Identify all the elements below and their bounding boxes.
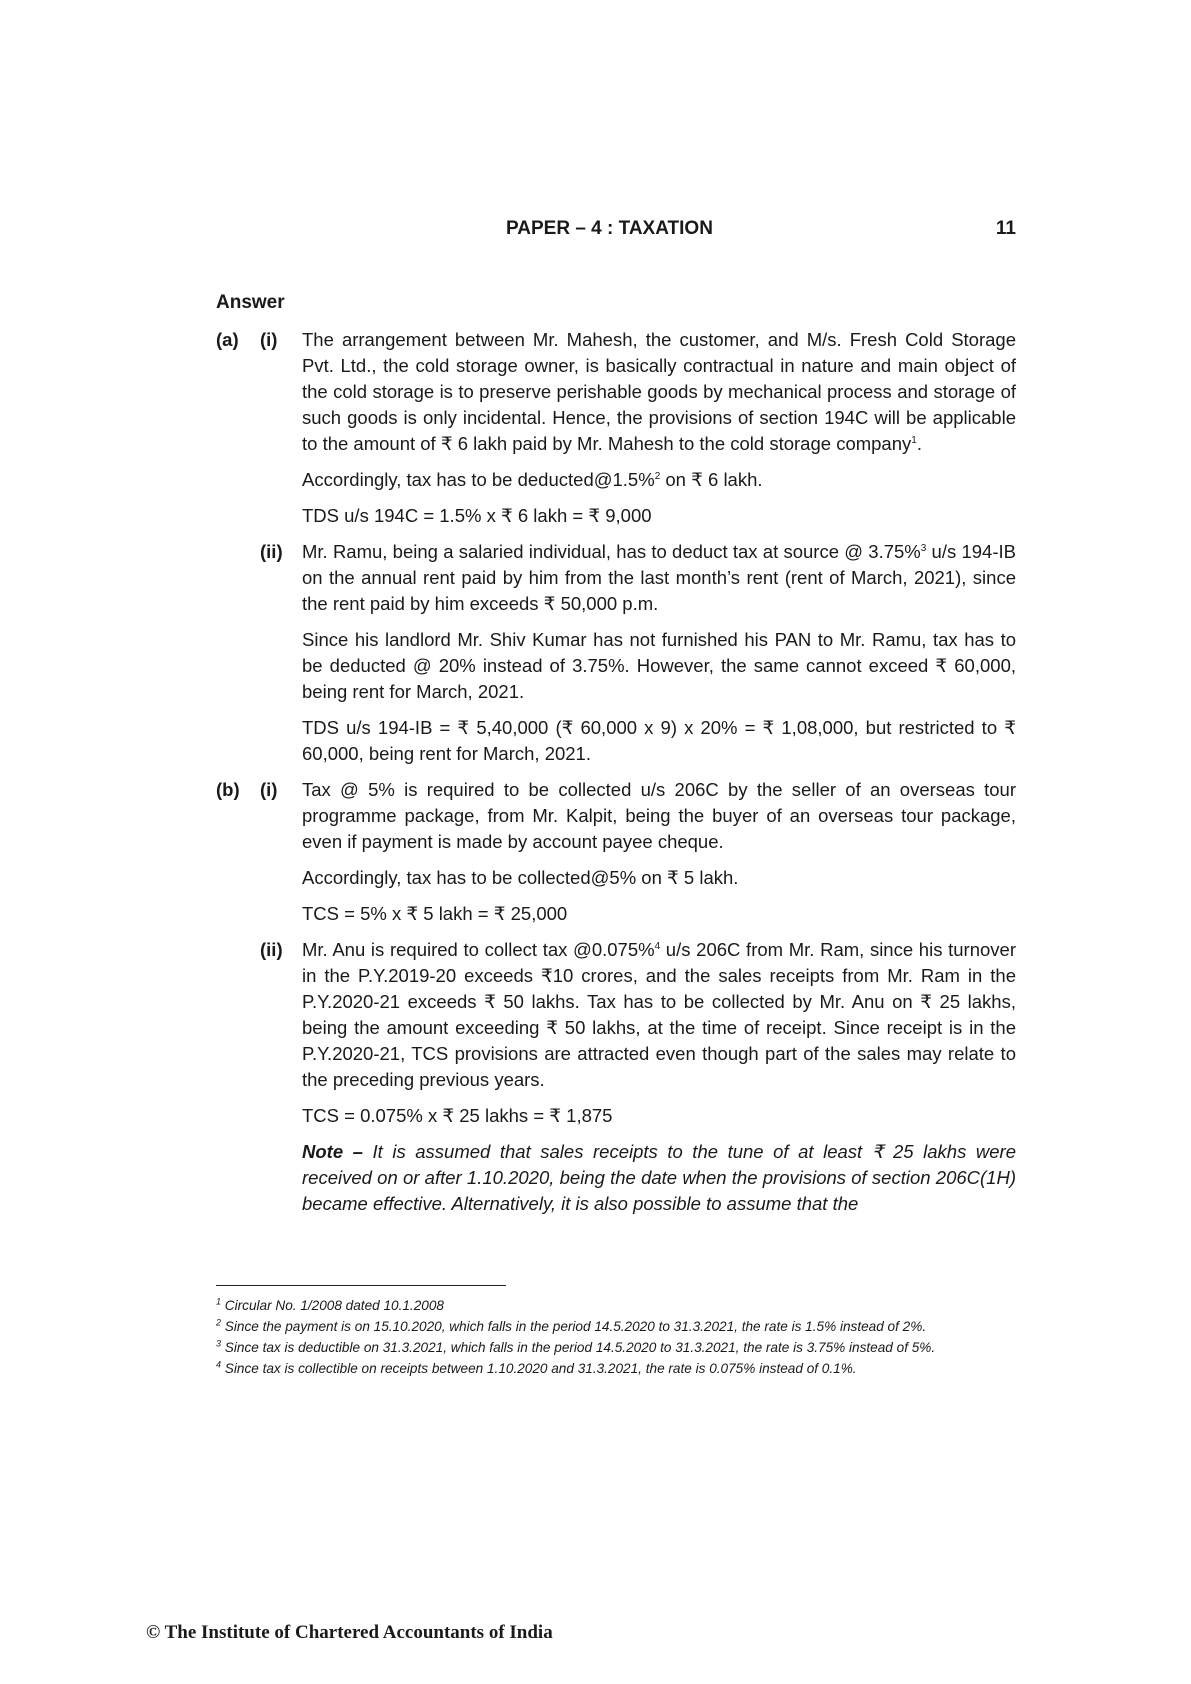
footnote-number: 4 (216, 1359, 222, 1370)
text: Mr. Anu is required to collect tax @0.075% (302, 939, 655, 960)
footnote-number: 2 (216, 1317, 222, 1328)
label-ii: (ii) (260, 939, 283, 960)
label-i: (i) (260, 329, 278, 350)
footnote-text: Circular No. 1/2008 dated 10.1.2008 (221, 1298, 444, 1313)
text: on ₹ 6 lakh. (660, 469, 763, 490)
paragraph: Tax @ 5% is required to be collected u/s 206C by the seller of an overseas tour programme package, from Mr. Kalpit, being the buyer of an overseas tour package, even if payment is made by account payee cheque. (302, 779, 1016, 852)
answer-body (216, 327, 1016, 1227)
footnote-divider (216, 1285, 506, 1286)
paragraph (302, 539, 1016, 617)
answer-heading: Answer (216, 292, 285, 313)
paper-title: PAPER – 4 : TAXATION (506, 218, 713, 239)
calculation: TDS u/s 194-IB = ₹ 5,40,000 (₹ 60,000 x 9) x 20% = ₹ 1,08,000, but restricted to ₹ 60,000, being rent for March, 2021. (302, 717, 1016, 764)
page-number: 11 (995, 218, 1016, 239)
calculation: TDS u/s 194C = 1.5% x ₹ 6 lakh = ₹ 9,000 (302, 505, 652, 526)
paragraph: Since his landlord Mr. Shiv Kumar has not furnished his PAN to Mr. Ramu, tax has to be deducted @ 20% instead of 3.75%. However, the same cannot exceed ₹ 60,000, being rent for March, 2021. (302, 629, 1016, 702)
footnote-ref: 3 (920, 542, 927, 554)
footnote-text: Since the payment is on 15.10.2020, which falls in the period 14.5.2020 to 31.3.2021, the rate is 1.5% instead of 2%. (221, 1319, 927, 1334)
answer-a-ii (216, 539, 1016, 767)
answer-a-i (216, 327, 1016, 529)
text: Mr. Ramu, being a salaried individual, has to deduct tax at source @ 3.75% (302, 541, 921, 562)
footnote-text: Since tax is collectible on receipts between 1.10.2020 and 31.3.2021, the rate is 0.075% instead of 0.1%. (221, 1361, 857, 1376)
calculation: TCS = 0.075% x ₹ 25 lakhs = ₹ 1,875 (302, 1105, 613, 1126)
text: The arrangement between Mr. Mahesh, the customer, and M/s. Fresh Cold Storage Pvt. Ltd., the cold storage owner, is basically contractual in nature and main object of the cold storage is to preserve perishable goods by mechanical process and storage of such goods is only incidental. Hence, the provisions of section 194C will be applicable to the amount of ₹ 6 lakh paid by Mr. Mahesh to the cold storage company (302, 329, 1016, 454)
note-text: It is assumed that sales receipts to the tune of at least ₹ 25 lakhs were received on or after 1.10.2020, being the date when the provisions of section 206C(1H) became effective. Alternatively, it is also possible to assume that the (302, 1141, 1016, 1214)
note (302, 1139, 1016, 1217)
answer-b-ii (216, 937, 1016, 1217)
footnote-ref: 4 (654, 940, 661, 952)
footnote (216, 1358, 1036, 1379)
footnote-number: 3 (216, 1338, 222, 1349)
label-b: (b) (216, 779, 240, 800)
footnote-text: Since tax is deductible on 31.3.2021, which falls in the period 14.5.2020 to 31.3.2021, the rate is 3.75% instead of 5%. (221, 1340, 936, 1355)
label-ii: (ii) (260, 541, 283, 562)
footnote (216, 1337, 1036, 1358)
text: u/s 206C from Mr. Ram, since his turnover in the P.Y.2019-20 exceeds ₹10 crores, and the sales receipts from Mr. Ram in the P.Y.2020-21 exceeds ₹ 50 lakhs. Tax has to be collected by Mr. Anu on ₹ 25 lakhs, being the amount exceeding ₹ 50 lakhs, at the time of receipt. Since receipt is in the P.Y.2020-21, TCS provisions are attracted even though part of the sales may relate to the preceding previous years. (302, 939, 1016, 1090)
footnote-number: 1 (216, 1296, 222, 1307)
answer-b-i (216, 777, 1016, 927)
footnote (216, 1295, 1036, 1316)
footnotes (216, 1295, 1036, 1379)
note-label: Note – (302, 1141, 363, 1162)
calculation: TCS = 5% x ₹ 5 lakh = ₹ 25,000 (302, 903, 568, 924)
paragraph (302, 937, 1016, 1093)
copyright-footer: © The Institute of Chartered Accountants of India (146, 1622, 553, 1643)
footnote-ref: 2 (654, 470, 661, 482)
text: Accordingly, tax has to be deducted@1.5% (302, 469, 655, 490)
paragraph: Accordingly, tax has to be collected@5% on ₹ 5 lakh. (302, 867, 739, 888)
text: u/s 194-IB on the annual rent paid by him from the last month’s rent (rent of March, 2021), since the rent paid by him exceeds ₹ 50,000 p.m. (302, 541, 1016, 614)
paragraph (302, 327, 1016, 457)
footnote (216, 1316, 1036, 1337)
label-a: (a) (216, 329, 239, 350)
text: . (916, 433, 922, 454)
footnote-ref: 1 (911, 434, 917, 446)
label-i: (i) (260, 779, 278, 800)
paragraph (302, 467, 1016, 493)
